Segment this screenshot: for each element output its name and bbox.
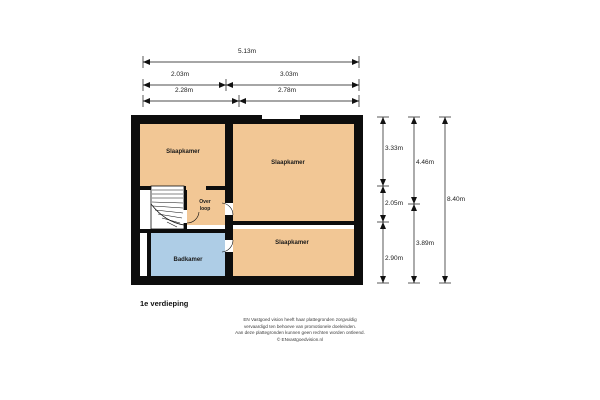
dimension-right-1: 3.33m [385, 145, 404, 152]
staircase [151, 186, 184, 229]
room-label-landing-line1: Over [199, 199, 211, 205]
room-fill-bedroom-left [140, 124, 225, 186]
room-label-bathroom: Badkamer [173, 257, 203, 263]
room-fill-bedroom-bottom-right [233, 229, 354, 276]
dimension-right-2: 2.05m [385, 200, 404, 207]
room-label-bedroom-top-right: Slaapkamer [271, 160, 305, 166]
dimension-top-total: 5.13m [238, 48, 257, 55]
dimension-top-left-2: 2.28m [175, 87, 194, 94]
dimension-top-right-1: 3.03m [280, 71, 299, 78]
plan-title: 1e verdieping [140, 299, 189, 308]
disclaimer [140, 317, 460, 344]
disclaimer-line-4: © ENvastgoedvision.nl [276, 336, 324, 342]
room-label-bedroom-bottom-right: Slaapkamer [275, 240, 309, 246]
dimension-right-4: 4.46m [416, 159, 435, 166]
dimension-lines-top [143, 56, 359, 107]
dimension-top-left-1: 2.03m [171, 71, 190, 78]
disclaimer-line-3: Aan deze plattegronden kunnen geen rechten worden ontleend. [235, 330, 365, 336]
disclaimer-line-1: EN Vastgoed vision heeft haar plattegronden zorgvuldig [243, 317, 357, 322]
disclaimer-line-2: vervaardigd ten behoeve van promotionele doeleinden. [243, 323, 357, 329]
room-fill-bathroom [151, 233, 225, 276]
dimension-right-5: 3.89m [416, 240, 435, 247]
dimension-right-total: 8.40m [447, 196, 466, 203]
dimension-top-right-2: 2.78m [278, 87, 297, 94]
room-label-bedroom-left: Slaapkamer [166, 149, 200, 155]
dimension-right-3: 2.90m [385, 255, 404, 262]
room-fill-bedroom-top-right [233, 124, 354, 221]
room-label-landing-line2: loop [199, 206, 211, 212]
